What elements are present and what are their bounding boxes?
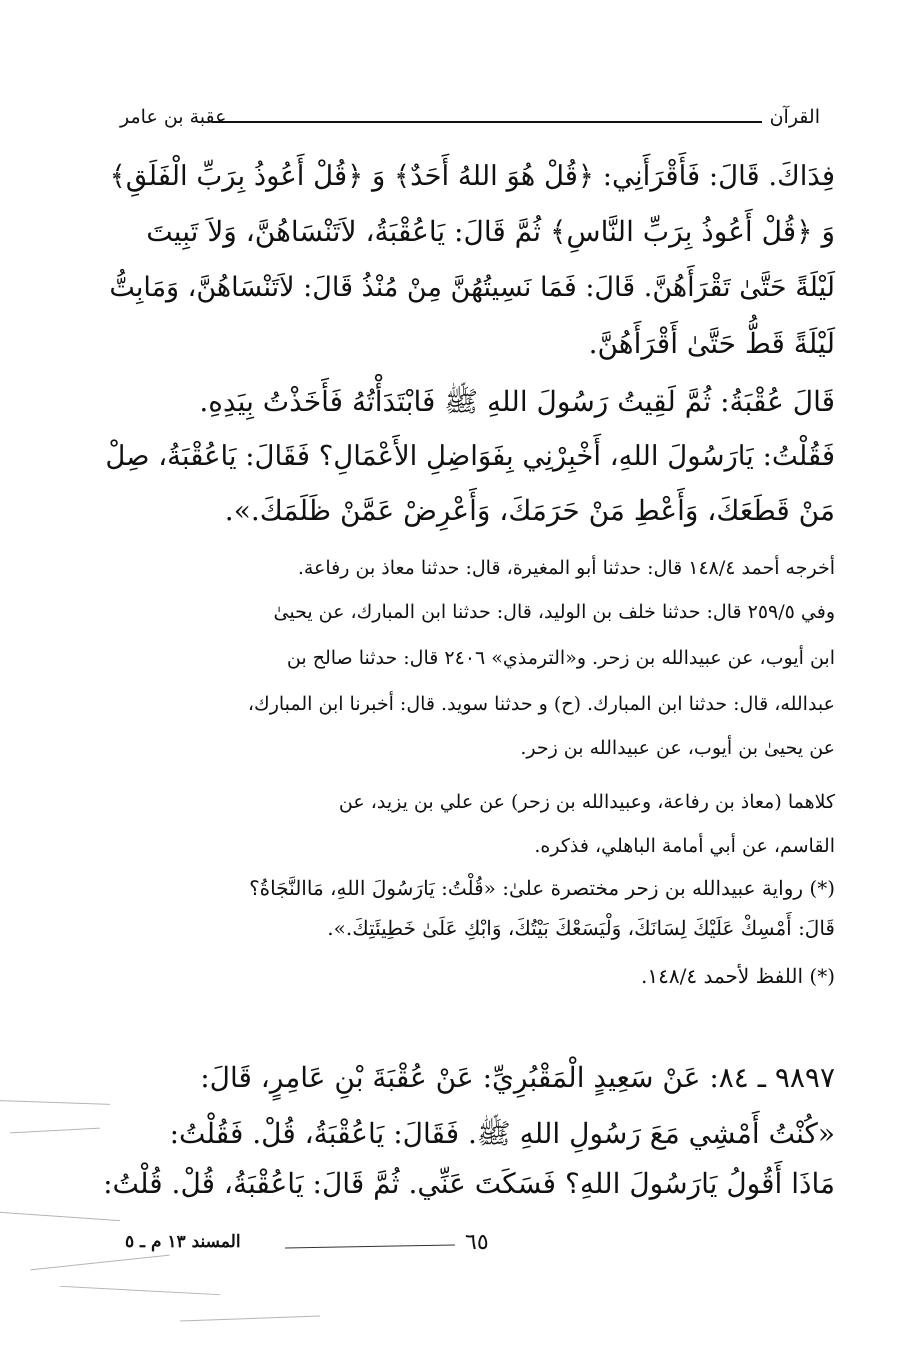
- hadith-line: فِدَاكَ. قَالَ: فَأَقْرَأَنِي: ﴿قُلْ هُوَ اللهُ أَحَدٌ﴾ وَ ﴿قُلْ أَعُوذُ بِرَبِّ الْفَلَقِ﴾: [109, 160, 835, 192]
- hadith-line: لَيْلَةً قَطُّ حَتَّىٰ أَقْرَأَهُنَّ.: [588, 327, 835, 360]
- hadith-line: قَالَ عُقْبَةُ: ثُمَّ لَقِيتُ رَسُولَ اللهِ ﷺ فَابْتَدَأْتُهُ فَأَخَذْتُ بِيَدِهِ.: [199, 385, 835, 418]
- scan-mark: [60, 1286, 220, 1295]
- hadith-line: مَنْ قَطَعَكَ، وَأَعْطِ مَنْ حَرَمَكَ، وَأَعْرِضْ عَمَّنْ ظَلَمَكَ.».: [224, 494, 835, 527]
- takhrij-line: أخرجه أحمد ١٤٨/٤ قال: حدثنا أبو المغيرة، قال: حدثنا معاذ بن رفاعة.: [297, 557, 835, 579]
- running-header: [120, 106, 820, 134]
- takhrij-line: عبدالله، قال: حدثنا ابن المبارك. (ح) و حدثنا سويد. قال: أخبرنا ابن المبارك،: [247, 693, 835, 715]
- header-rule: [212, 121, 762, 123]
- takhrij-line: (*) رواية عبيدالله بن زحر مختصرة علىٰ: «قُلْتُ: يَارَسُولَ اللهِ، مَاالنَّجَاةُ؟: [249, 876, 835, 900]
- takhrij-line: وفي ٢٥٩/٥ قال: حدثنا خلف بن الوليد، قال: حدثنا ابن المبارك، عن يحيىٰ: [273, 601, 835, 623]
- scan-mark: [10, 1128, 100, 1134]
- header-section: القرآن: [769, 106, 820, 128]
- signature-mark: المسند ١٣ م ـ ٥: [125, 1232, 241, 1252]
- page-number: ٦٥: [465, 1230, 489, 1255]
- hadith-line: فَقُلْتُ: يَارَسُولَ اللهِ، أَخْبِرْنِي بِفَوَاضِلِ الأَعْمَالِ؟ فَقَالَ: يَاعُقْبَةُ، صِلْ: [105, 440, 835, 472]
- takhrij-line: قَالَ: أَمْسِكْ عَلَيْكَ لِسَانَكَ، وَلْيَسَعْكَ بَيْتُكَ، وَابْكِ عَلَىٰ خَطِيئَتِكَ.».: [327, 916, 835, 940]
- takhrij-note: (*) اللفظ لأحمد ١٤٨/٤.: [641, 964, 835, 988]
- takhrij-line: القاسم، عن أبي أمامة الباهلي، فذكره.: [534, 835, 835, 857]
- scan-mark: [180, 1316, 320, 1322]
- scan-mark: [0, 1212, 120, 1221]
- hadith-line: مَاذَا أَقُولُ يَارَسُولَ اللهِ؟ فَسَكَتَ عَنِّي. ثُمَّ قَالَ: يَاعُقْبَةُ، قُلْ. قُلْتُ:: [103, 1167, 835, 1200]
- page-footer: [125, 1226, 825, 1266]
- hadith-line: لَيْلَةً حَتَّىٰ تَقْرَأَهُنَّ. قَالَ: فَمَا نَسِيتُهُنَّ مِنْ مُنْذُ قَالَ: لاَتَنْسَاهُنَّ، وَمَابِتُّ: [109, 272, 835, 303]
- footer-line: [285, 1245, 455, 1249]
- takhrij-line: عن يحيىٰ بن أيوب، عن عبيدالله بن زحر.: [520, 737, 835, 759]
- takhrij-line: ابن أيوب، عن عبيدالله بن زحر. و«الترمذي» ٢٤٠٦ قال: حدثنا صالح بن: [286, 647, 835, 669]
- header-title: عقبة بن عامر: [120, 106, 227, 128]
- hadith-line: وَ ﴿قُلْ أَعُوذُ بِرَبِّ النَّاسِ﴾ ثُمَّ قَالَ: يَاعُقْبَةُ، لاَتَنْسَاهُنَّ، وَلاَ تَبِيتَ: [146, 215, 835, 248]
- hadith-line: «كُنْتُ أَمْشِي مَعَ رَسُولِ اللهِ ﷺ. فَقَالَ: يَاعُقْبَةُ، قُلْ. فَقُلْتُ:: [169, 1117, 835, 1150]
- takhrij-line: كلاهما (معاذ بن رفاعة، وعبيدالله بن زحر) عن علي بن يزيد، عن: [338, 791, 835, 813]
- scan-mark: [0, 1100, 110, 1105]
- hadith-line: ٩٨٩٧ ـ ٨٤: عَنْ سَعِيدٍ الْمَقْبُرِيِّ: عَنْ عُقْبَةَ بْنِ عَامِرٍ، قَالَ:: [200, 1061, 835, 1094]
